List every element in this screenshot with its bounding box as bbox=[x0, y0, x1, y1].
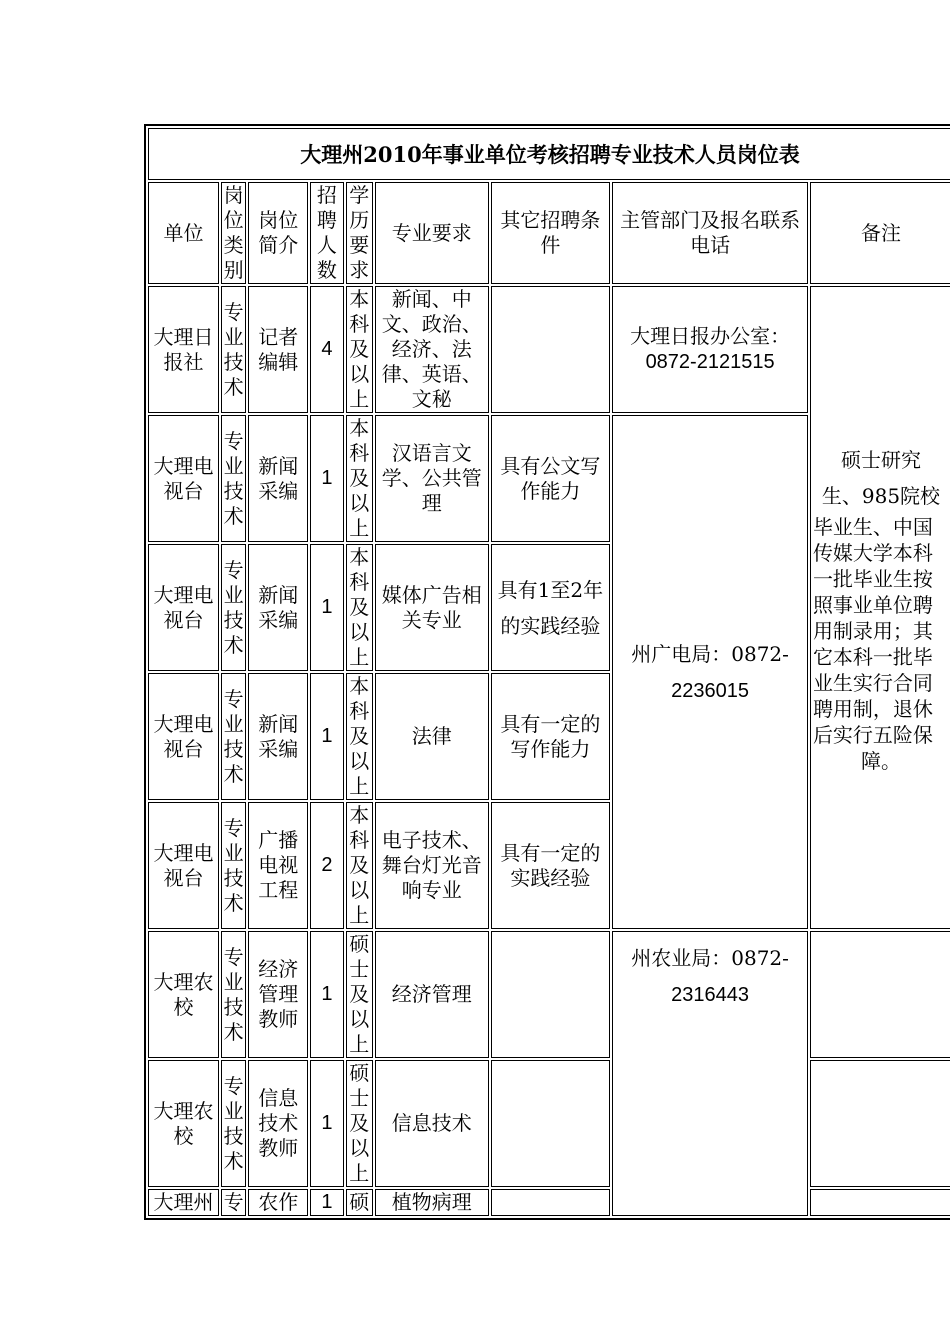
cell-count: 1 bbox=[310, 544, 343, 671]
cell-note-empty bbox=[810, 1060, 950, 1187]
cell-count: 1 bbox=[310, 931, 343, 1058]
cell-other: 具有一定的写作能力 bbox=[491, 673, 611, 800]
header-edu: 学历要求 bbox=[346, 182, 373, 284]
table-title: 大理州2010年事业单位考核招聘专业技术人员岗位表 bbox=[148, 128, 950, 180]
cell-type: 专 bbox=[221, 1189, 246, 1216]
cell-edu: 硕 bbox=[346, 1189, 373, 1216]
cell-dept-agri bbox=[612, 931, 808, 1216]
cell-intro: 记者编辑 bbox=[248, 286, 308, 413]
cell-unit: 大理州 bbox=[148, 1189, 219, 1216]
cell-type: 专业技术 bbox=[221, 673, 246, 800]
header-major: 专业要求 bbox=[375, 182, 489, 284]
cell-intro: 新闻采编 bbox=[248, 544, 308, 671]
dept-phone: 2316443 bbox=[671, 984, 750, 1006]
cell-major: 经济管理 bbox=[375, 931, 489, 1058]
cell-count: 1 bbox=[310, 1189, 343, 1216]
cell-edu: 本科及以上 bbox=[346, 415, 373, 542]
cell-type: 专业技术 bbox=[221, 286, 246, 413]
dept-name: 大理日报办公室： bbox=[630, 324, 791, 348]
header-dept: 主管部门及报名联系电话 bbox=[612, 182, 808, 284]
note-line1: 硕士研究 bbox=[840, 447, 921, 472]
cell-unit: 大理电视台 bbox=[148, 673, 219, 800]
cell-edu: 硕士及以上 bbox=[346, 1060, 373, 1187]
cell-other: 具有一定的实践经验 bbox=[491, 802, 611, 929]
cell-intro: 农作 bbox=[248, 1189, 308, 1216]
cell-other: 具有公文写作能力 bbox=[491, 415, 611, 542]
cell-other bbox=[491, 1189, 611, 1216]
cell-major: 信息技术 bbox=[375, 1060, 489, 1187]
cell-unit: 大理电视台 bbox=[148, 415, 219, 542]
cell-other: 具有1至2年的实践经验 bbox=[491, 544, 611, 671]
cell-major: 汉语言文学、公共管理 bbox=[375, 415, 489, 542]
cell-major: 植物病理 bbox=[375, 1189, 489, 1216]
cell-intro: 广播电视工程 bbox=[248, 802, 308, 929]
cell-intro: 经济管理教师 bbox=[248, 931, 308, 1058]
cell-unit: 大理农校 bbox=[148, 931, 219, 1058]
cell-major: 媒体广告相关专业 bbox=[375, 544, 489, 671]
dept-name: 州广电局：0872- bbox=[631, 641, 789, 666]
cell-unit: 大理农校 bbox=[148, 1060, 219, 1187]
cell-other bbox=[491, 931, 611, 1058]
cell-unit: 大理日报社 bbox=[148, 286, 219, 413]
header-row bbox=[148, 182, 950, 284]
cell-count: 1 bbox=[310, 673, 343, 800]
cell-note-empty bbox=[810, 1189, 950, 1216]
cell-type: 专业技术 bbox=[221, 544, 246, 671]
cell-count: 4 bbox=[310, 286, 343, 413]
cell-unit: 大理电视台 bbox=[148, 802, 219, 929]
header-count: 招聘人数 bbox=[310, 182, 343, 284]
cell-other bbox=[491, 1060, 611, 1187]
cell-type: 专业技术 bbox=[221, 931, 246, 1058]
note-body: 毕业生、中国传媒大学本科一批毕业生按照事业单位聘用制录用；其它本科一批毕业生实行合同聘用制，退休后实行五险保 bbox=[812, 514, 933, 747]
cell-major: 法律 bbox=[375, 673, 489, 800]
header-note: 备注 bbox=[810, 182, 950, 284]
cell-type: 专业技术 bbox=[221, 1060, 246, 1187]
header-other: 其它招聘条件 bbox=[491, 182, 611, 284]
cell-edu: 硕士及以上 bbox=[346, 931, 373, 1058]
dept-phone: 0872-2121515 bbox=[645, 351, 775, 373]
cell-dept-daily bbox=[612, 286, 808, 413]
cell-edu: 本科及以上 bbox=[346, 673, 373, 800]
cell-count: 2 bbox=[310, 802, 343, 929]
table-row bbox=[148, 1060, 950, 1187]
dept-phone: 2236015 bbox=[671, 679, 750, 702]
cell-note bbox=[810, 286, 950, 929]
cell-note-empty bbox=[810, 931, 950, 1058]
title-row bbox=[148, 128, 950, 180]
cell-type: 专业技术 bbox=[221, 415, 246, 542]
table-row bbox=[148, 1189, 950, 1216]
cell-intro: 新闻采编 bbox=[248, 673, 308, 800]
table-row bbox=[148, 286, 950, 413]
cell-major: 电子技术、舞台灯光音响专业 bbox=[375, 802, 489, 929]
header-intro: 岗位简介 bbox=[248, 182, 308, 284]
cell-edu: 本科及以上 bbox=[346, 544, 373, 671]
table-row bbox=[148, 931, 950, 1058]
cell-edu: 本科及以上 bbox=[346, 802, 373, 929]
cell-major: 新闻、中文、政治、经济、法律、英语、文秘 bbox=[375, 286, 489, 413]
cell-count: 1 bbox=[310, 415, 343, 542]
cell-other bbox=[491, 286, 611, 413]
cell-unit: 大理电视台 bbox=[148, 544, 219, 671]
note-line2: 生、985院校 bbox=[821, 483, 941, 508]
header-type: 岗位类别 bbox=[221, 182, 246, 284]
cell-edu: 本科及以上 bbox=[346, 286, 373, 413]
dept-name: 州农业局：0872- bbox=[631, 946, 789, 970]
cell-type: 专业技术 bbox=[221, 802, 246, 929]
cell-intro: 信息技术教师 bbox=[248, 1060, 308, 1187]
header-unit: 单位 bbox=[148, 182, 219, 284]
note-end: 障。 bbox=[860, 748, 901, 773]
recruitment-table bbox=[144, 124, 950, 1220]
cell-intro: 新闻采编 bbox=[248, 415, 308, 542]
cell-count: 1 bbox=[310, 1060, 343, 1187]
cell-dept-radio bbox=[612, 415, 808, 929]
